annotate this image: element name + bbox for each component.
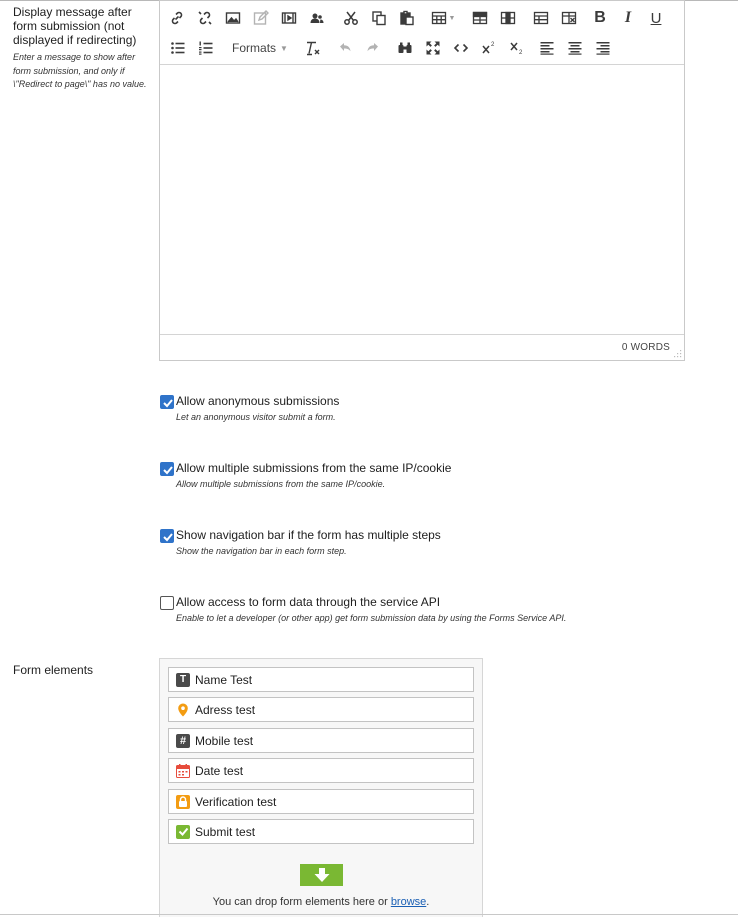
check-icon: [162, 531, 174, 543]
multiple-submissions-label[interactable]: Allow multiple submissions from the same IP/cookie: [176, 461, 452, 475]
superscript-icon: [481, 40, 497, 56]
copy-icon: [371, 10, 387, 26]
italic-button[interactable]: [617, 5, 639, 31]
service-api-label[interactable]: Allow access to form data through the service API: [176, 595, 441, 609]
insert-media-button[interactable]: [278, 5, 300, 31]
table-icon: [431, 10, 447, 26]
fullscreen-icon: [425, 40, 441, 56]
form-element-name: Adress test: [195, 702, 256, 717]
svg-text:2: 2: [519, 50, 523, 56]
code-icon: [453, 40, 469, 56]
drop-hint-text: You can drop form elements here or: [212, 896, 388, 908]
undo-icon: [337, 40, 353, 56]
resize-handle-icon[interactable]: [674, 350, 682, 358]
insert-column-button[interactable]: [497, 5, 519, 31]
bullet-list-icon: [170, 40, 186, 56]
table-delete-icon: [561, 10, 577, 26]
cut-button[interactable]: [340, 5, 362, 31]
drop-zone-arrow: [300, 864, 343, 886]
unlink-icon: [197, 10, 213, 26]
message-field-help: Enter a message to show after form submission, and only if \"Redirect to page\" has no value.: [13, 52, 147, 89]
paste-button[interactable]: [396, 5, 418, 31]
check-icon: [162, 397, 174, 409]
word-count: 0 WORDS: [621, 342, 670, 353]
form-elements-label: Form elements: [13, 663, 94, 677]
numbered-list-icon: [198, 40, 214, 56]
redo-icon: [365, 40, 381, 56]
form-element-name: Mobile test: [195, 733, 254, 748]
subscript-icon: [509, 40, 525, 56]
submit-check-icon: [176, 825, 190, 839]
drop-zone-text: [160, 896, 482, 908]
edit-image-button[interactable]: [250, 5, 272, 31]
map-pin-icon: [176, 703, 190, 717]
message-field-label: Display message after form submission (not displayed if redirecting): [13, 5, 137, 47]
underline-button[interactable]: [645, 5, 667, 31]
binoculars-icon: [397, 40, 413, 56]
formats-dropdown[interactable]: [228, 35, 292, 61]
table-row-before-icon: [472, 10, 488, 26]
navigation-bar-checkbox[interactable]: [160, 529, 174, 543]
insert-image-button[interactable]: [222, 5, 244, 31]
align-center-button[interactable]: [564, 35, 586, 61]
find-replace-button[interactable]: [394, 35, 416, 61]
service-api-help: Enable to let a developer (or other app) get form submission data by using the Forms Service API.: [176, 613, 567, 623]
align-left-button[interactable]: [536, 35, 558, 61]
insert-link-button[interactable]: [166, 5, 188, 31]
form-element-name: Submit test: [195, 824, 256, 839]
navigation-bar-help: Show the navigation bar in each form step.: [176, 546, 347, 556]
fullscreen-button[interactable]: [422, 35, 444, 61]
form-element-item[interactable]: [168, 667, 474, 692]
link-icon: [169, 10, 185, 26]
undo-button[interactable]: [334, 35, 356, 61]
align-center-icon: [567, 40, 583, 56]
paste-icon: [399, 10, 415, 26]
table-column-icon: [500, 10, 516, 26]
table-dropdown-button[interactable]: [426, 5, 460, 31]
media-icon: [281, 10, 297, 26]
navigation-bar-label[interactable]: Show navigation bar if the form has multiple steps: [176, 528, 441, 542]
clear-formatting-button[interactable]: [302, 35, 324, 61]
bullet-list-button[interactable]: [166, 35, 190, 61]
drop-hint-suffix: .: [426, 896, 430, 908]
check-icon: [162, 464, 174, 476]
italic-icon: I: [624, 9, 632, 26]
scissors-icon: [343, 10, 359, 26]
anonymous-submissions-label[interactable]: Allow anonymous submissions: [176, 394, 340, 408]
subscript-button[interactable]: [506, 35, 528, 61]
calendar-icon: [176, 764, 190, 778]
svg-text:2: 2: [491, 42, 495, 48]
source-code-button[interactable]: [450, 35, 472, 61]
redo-button[interactable]: [362, 35, 384, 61]
form-element-item[interactable]: [168, 728, 474, 753]
bottom-divider: [0, 914, 738, 915]
lock-icon: [176, 795, 190, 809]
multiple-submissions-help: Allow multiple submissions from the same IP/cookie.: [176, 479, 386, 489]
form-elements-label-group: [13, 663, 148, 677]
numbered-list-button[interactable]: [194, 35, 218, 61]
editor-toolbar: [160, 1, 684, 65]
text-field-icon: T: [176, 673, 190, 687]
users-icon: [309, 10, 325, 26]
editor-content-area[interactable]: [160, 65, 684, 334]
form-element-item[interactable]: [168, 819, 474, 844]
align-left-icon: [539, 40, 555, 56]
chevron-down-icon: ▼: [280, 43, 288, 53]
number-icon: #: [176, 734, 190, 748]
superscript-button[interactable]: [478, 35, 500, 61]
bold-button[interactable]: [589, 5, 611, 31]
rich-text-editor: [159, 0, 685, 361]
copy-button[interactable]: [368, 5, 390, 31]
remove-link-button[interactable]: [194, 5, 216, 31]
browse-link[interactable]: browse: [390, 896, 427, 908]
multiple-submissions-checkbox[interactable]: [160, 462, 174, 476]
edit-icon: [253, 10, 269, 26]
form-element-item[interactable]: [168, 697, 474, 722]
bold-icon: B: [594, 9, 606, 26]
formats-label: Formats: [232, 41, 277, 55]
arrow-down-icon: [313, 867, 331, 883]
underline-icon: U: [650, 9, 662, 27]
delete-table-button[interactable]: [558, 5, 580, 31]
chevron-down-icon: ▼: [448, 14, 456, 22]
anonymous-submissions-help: Let an anonymous visitor submit a form.: [176, 412, 336, 422]
form-element-item[interactable]: [168, 758, 474, 783]
insert-row-before-button[interactable]: [469, 5, 491, 31]
insert-user-button[interactable]: [306, 5, 328, 31]
form-element-name: Date test: [195, 763, 244, 778]
clear-format-icon: [304, 40, 322, 56]
align-right-button[interactable]: [592, 35, 614, 61]
form-element-item[interactable]: [168, 789, 474, 814]
form-element-name: Name Test: [195, 672, 253, 687]
form-elements-panel: [159, 658, 483, 917]
table-properties-button[interactable]: [530, 5, 552, 31]
table-grid-icon: [533, 10, 549, 26]
form-element-name: Verification test: [195, 794, 277, 809]
service-api-checkbox[interactable]: [160, 596, 174, 610]
image-icon: [225, 10, 241, 26]
message-field-label-group: [13, 5, 148, 92]
editor-statusbar: [160, 334, 684, 360]
anonymous-submissions-checkbox[interactable]: [160, 395, 174, 409]
align-right-icon: [595, 40, 611, 56]
